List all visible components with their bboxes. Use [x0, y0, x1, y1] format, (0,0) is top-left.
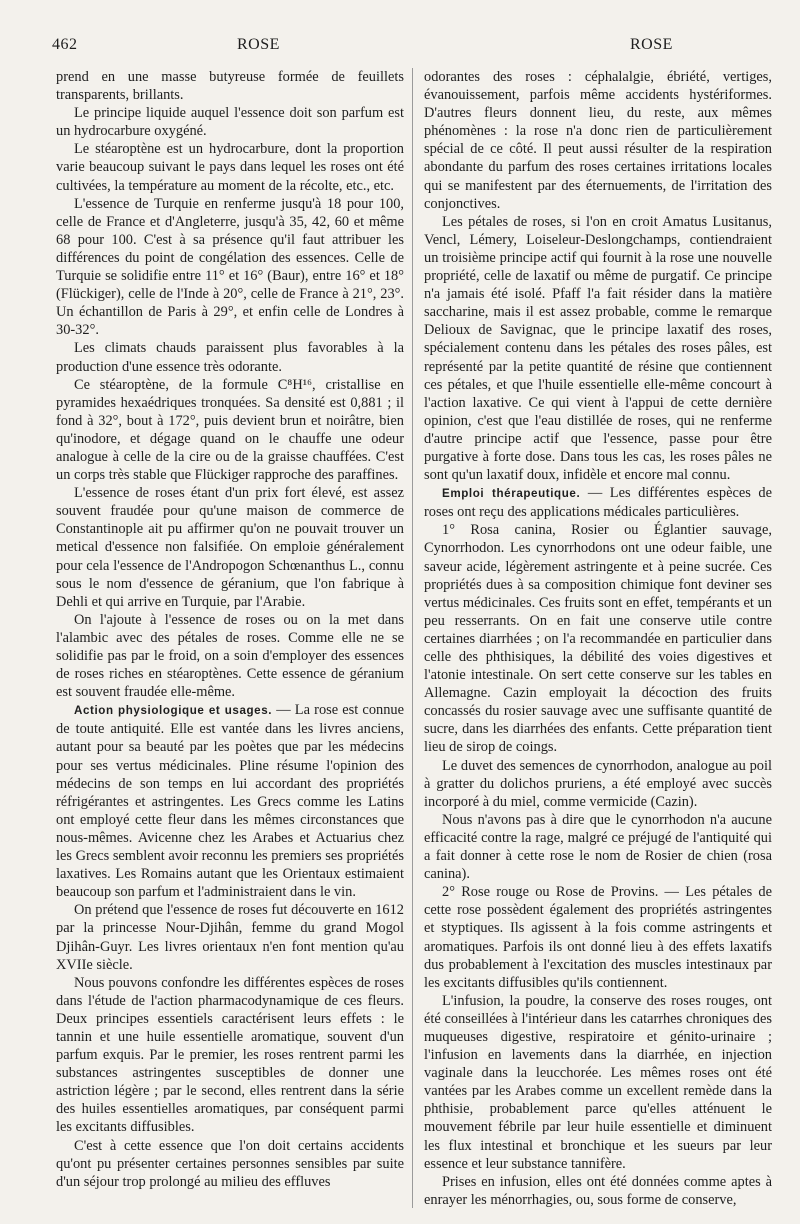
paragraph-text: On prétend que l'essence de roses fut découverte en 1612 par la princesse Nour-Djihân, femme du grand Mogol Djihân-Guyr. Les livres orientaux n'en font mention qu'au XVIIe siècle.	[56, 902, 404, 973]
paragraph-text: L'infusion, la poudre, la conserve des roses rouges, ont été conseillées à l'intérieur dans les catarrhes chroniques des muqueuses digestive, respiratoire et génito-urinaire ; l'infusion en lavements dans la diarrhée, en injection vaginale dans la leucchorée. Les mêmes roses ont été vantées par les Arabes comme un excellent remède dans la phthisie, probablement parce qu'elles atténuent le mouvement fébrile par leur huile essentielle et diminuent les flux intestinal et bronchique et les sueurs par leur essence et leur substance tannifère.	[424, 992, 772, 1172]
running-head-left: ROSE	[237, 36, 280, 53]
paragraph-text: Ce stéaroptène, de la formule C⁸H¹⁶, cristallise en pyramides hexaédriques tronquées. Sa densité est 0,881 ; il fond à 32°, bout à 172°, puis devient brun et noirâtre, bien qu'inodore, et dégage quand on le chauffe une odeur analogue à celle de la cire ou de la graisse chauffées. C'est un corps très stable que Flückiger rapproche des paraffines.	[56, 376, 404, 484]
paragraph	[424, 213, 772, 484]
paragraph	[56, 140, 404, 194]
paragraph	[424, 757, 772, 811]
paragraph-text: — La rose est connue de toute antiquité. Elle est vantée dans les livres anciens, autant pour sa beauté par les poètes que par les médecins pour ses vertus médicinales. Pline résume l'opinion des médecins de son temps en lui accordant des propriétés réfrigérantes et astringentes. Les Grecs comme les Latins ont employé cette fleur dans les mêmes circonstances que nous-mêmes. Avicenne chez les Arabes et Actuarius chez les Grecs semblent avoir reconnu les premiers ses propriétés laxatives. Les Romains autant que les Orientaux estimaient beaucoup son parfum et l'administraient dans le vin.	[56, 702, 404, 901]
paragraph	[56, 68, 404, 104]
paragraph-text: prend en une masse butyreuse formée de feuillets transparents, brillants.	[56, 69, 404, 104]
paragraph	[56, 701, 404, 901]
page-header	[52, 36, 760, 58]
section-heading: Emploi thérapeutique.	[442, 487, 581, 501]
paragraph-text: 2° Rose rouge ou Rose de Provins. — Les pétales de cette rose possèdent également des propriétés astringentes et styptiques. Ils agissent à la fois comme astringents et aromatiques. Parfois ils ont donné lieu à des effets laxatifs dus probablement à l'excitation des muscles intestinaux par les excitants diffusibles qu'ils contiennent.	[424, 884, 772, 991]
running-head-right: ROSE	[630, 36, 673, 53]
paragraph	[56, 104, 404, 140]
paragraph	[56, 611, 404, 701]
paragraph	[424, 521, 772, 756]
left-column	[56, 68, 404, 1216]
paragraph-text: Les climats chauds paraissent plus favorables à la production d'une essence très odorante.	[56, 340, 404, 375]
paragraph-text: — Les différentes espèces de roses ont reçu des applications médicales particulières.	[424, 485, 772, 521]
paragraph-text: Nous n'avons pas à dire que le cynorrhodon n'a aucune efficacité contre la rage, malgré ce préjugé de l'antiquité qui a fait donner à cette rose le nom de Rosier de chien (rosa canina).	[424, 811, 772, 883]
paragraph	[56, 484, 404, 611]
paragraph	[56, 901, 404, 973]
paragraph-text: L'essence de Turquie en renferme jusqu'à 18 pour 100, celle de France et d'Angleterre, jusqu'à 35, 42, 60 et même 68 pour 100. C'est à sa présence qu'il faut attribuer les différences du point de congélation des essences. Celle de Turquie se solidifie entre 11° et 16° (Baur), entre 16° et 18° (Flückiger), celle de l'Inde à 20°, celle de France à 21°, 23°. Un échantillon de Paris à 29°, et enfin celle de Londres à 30-32°.	[56, 195, 404, 339]
right-column	[424, 68, 772, 1216]
paragraph-text: odorantes des roses : céphalalgie, ébriété, vertiges, évanouissement, parfois même accidents hystériformes. D'autres fleurs donnent lieu, du reste, aux mêmes phénomènes : la rose n'a donc rien de particulièrement spécial de ce côté. Il peut aussi résulter de la respiration abondante du parfum des roses certaines irritations locales qui se manifestent par des éternuements, de l'irritation des conjonctives.	[424, 69, 772, 212]
paragraph-text: 1° Rosa canina, Rosier ou Églantier sauvage, Cynorrhodon. Les cynorrhodons ont une odeur faible, une saveur acide, légèrement astringente et à peine sucrée. Ces propriétés dues à sa composition chimique font deviner ses vertus médicinales. Ces fruits sont en effet, tempérants et un peu resserrants. On en fait une conserve utile contre certaines diarrhées ; on l'a recommandée en particulier dans celle des phthisiques, la débilité des voies digestives et l'atonie intestinale. On sert cette conserve sur les tables en Allemagne. Cazin employait la décoction des fruits concassés du rosier sauvage avec une suffisante quantité de sucre, dans les diarrhées des enfants. Cette préparation tient lieu de sirop de coings.	[424, 522, 772, 756]
page-number: 462	[52, 36, 78, 53]
paragraph-text: On l'ajoute à l'essence de roses ou on la met dans l'alambic avec des pétales de roses. Comme elle ne se solidifie pas par le froid, on a soin d'employer des essences de roses riches en stéaroptènes. Cette essence de géranium est souvent fraudée elle-même.	[56, 611, 404, 701]
paragraph	[56, 1137, 404, 1191]
paragraph-text: Prises en infusion, elles ont été données comme aptes à enrayer les ménorrhagies, ou, sous forme de conserve,	[424, 1173, 772, 1208]
paragraph-text: C'est à cette essence que l'on doit certains accidents qu'ont pu présenter certaines personnes sensibles par suite d'un séjour trop prolongé au milieu des effluves	[56, 1137, 404, 1190]
paragraph-text: Les pétales de roses, si l'on en croit Amatus Lusitanus, Vencl, Lémery, Loiseleur-Deslongchamps, contiendraient un troisième principe actif qui fournit à la rose une nouvelle propriété, celle de laxatif ou même de purgatif. Ce principe n'a jamais été isolé. Pfaff l'a fait résider dans la matière saccharine, mais il est assez probable, comme le remarque Delioux de Savignac, que le principe laxatif des roses, spécialement contenu dans les pétales des roses pâles, est représenté par la petite quantité de résine que contiennent ces pétales, et que l'huile essentielle elle-même concourt à l'action laxative. Ce qui vient à l'appui de cette dernière opinion, c'est que l'eau distillée de roses, qui ne renferme d'autre principe actif que l'essence, passe pour être purgative à forte dose. Dans tous les cas, les roses pâles ne sont qu'un laxatif doux, infidèle et encore mal connu.	[424, 213, 772, 484]
paragraph	[56, 376, 404, 485]
paragraph	[424, 883, 772, 992]
column-divider	[412, 68, 413, 1208]
paragraph	[424, 68, 772, 213]
paragraph	[424, 1173, 772, 1209]
paragraph-text: L'essence de roses étant d'un prix fort élevé, est assez souvent fraudée pour qu'une maison de commerce de Constantinople ait pu affirmer qu'on ne pouvait trouver un metical d'essence non falsifiée. On emploie généralement pour cela l'essence de l'Andropogon Schœnanthus L., connu sous le nom d'essence de géranium, que l'on fabrique à Dehli et qui arrive en Turquie, par l'Arabie.	[56, 485, 404, 610]
paragraph	[56, 195, 404, 340]
paragraph-text: Le principe liquide auquel l'essence doit son parfum est un hydrocarbure oxygéné.	[56, 105, 404, 140]
paragraph	[424, 484, 772, 521]
paragraph-text: Nous pouvons confondre les différentes espèces de roses dans l'étude de l'action pharmacodynamique de ces fleurs. Deux principes essentiels caractérisent leurs effets : le tannin et une huile essentielle aromatique, souvent d'un parfum exquis. Par le premier, les roses rentrent parmi les substances astringentes susceptibles de donner une astriction légère ; par le second, elles rentrent dans la série des huiles essentielles aromatiques, par conséquent parmi les excitants diffusibles.	[56, 974, 404, 1136]
paragraph	[424, 992, 772, 1173]
paragraph	[56, 974, 404, 1137]
section-heading: Action physiologique et usages.	[74, 704, 273, 718]
paragraph	[56, 339, 404, 375]
paragraph	[424, 811, 772, 883]
paragraph-text: Le stéaroptène est un hydrocarbure, dont la proportion varie beaucoup suivant le pays dans lequel les roses ont été cultivées, la température au moment de la récolte, etc., etc.	[56, 141, 404, 194]
paragraph-text: Le duvet des semences de cynorrhodon, analogue au poil à gratter du dolichos pruriens, a été employé avec succès incorporé à du miel, comme vermicide (Cazin).	[424, 757, 772, 810]
